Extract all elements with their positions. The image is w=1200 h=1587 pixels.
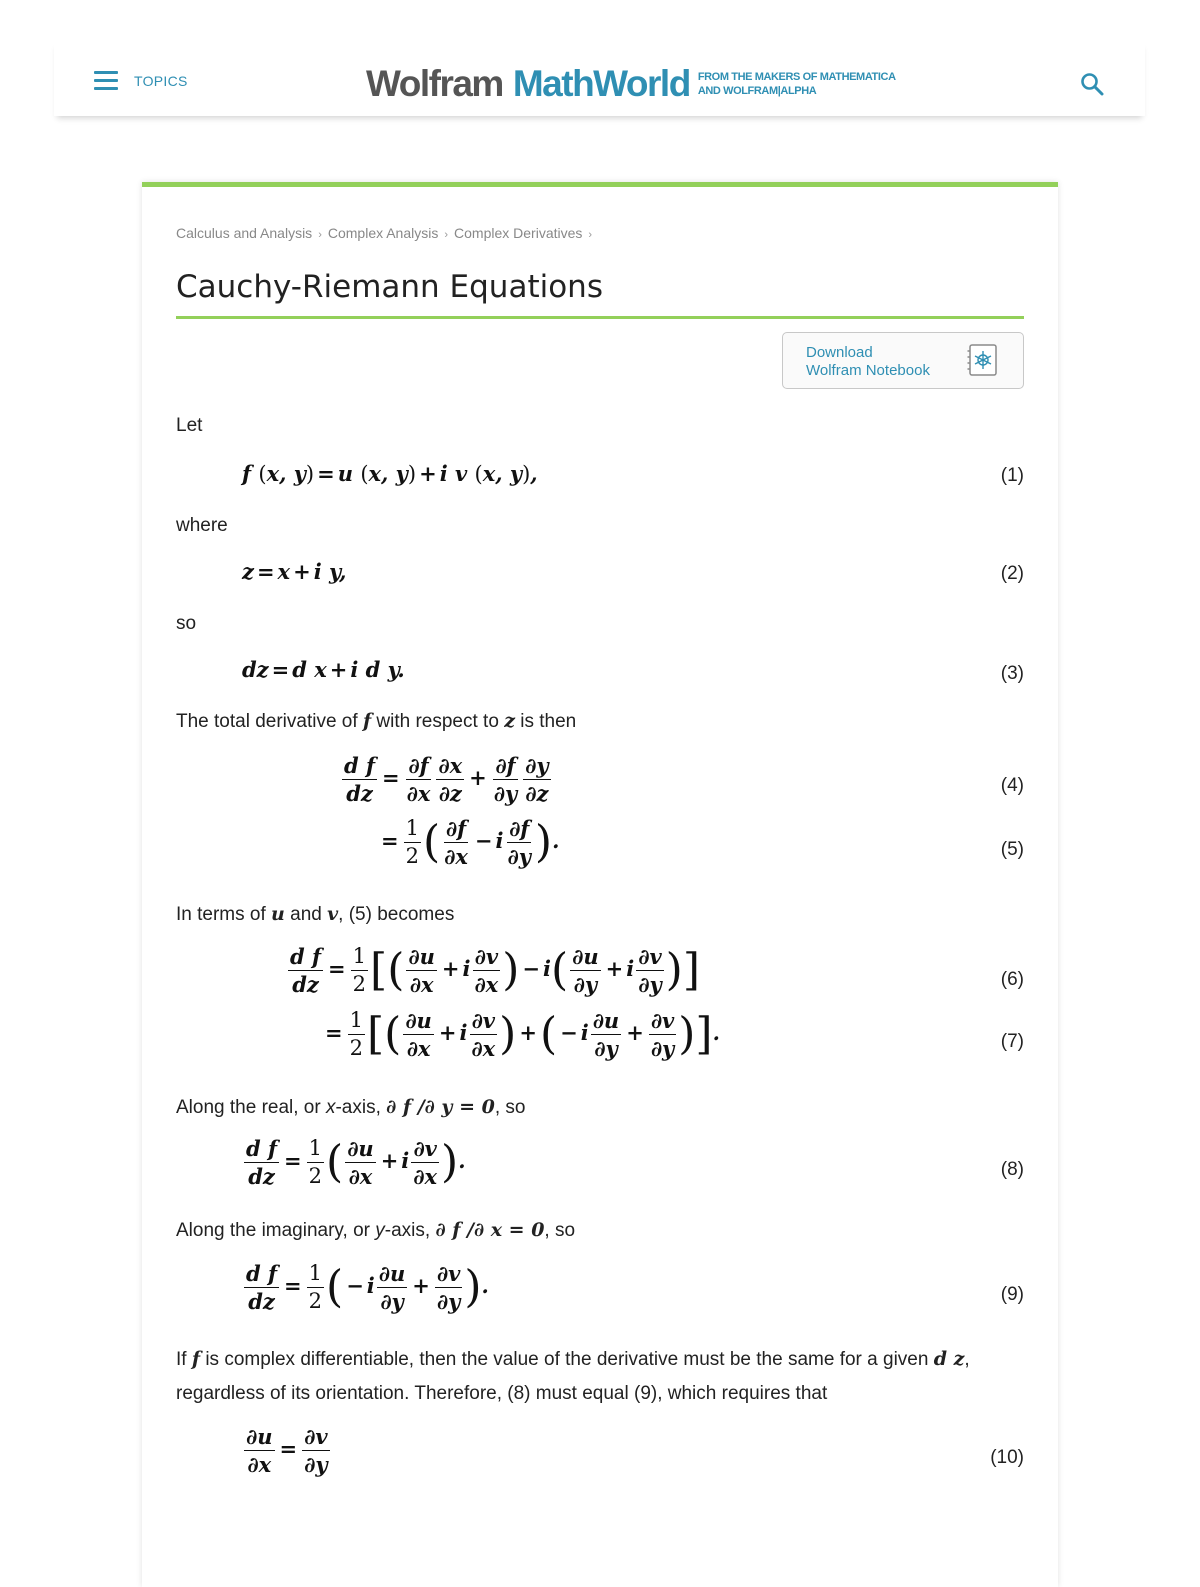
text-fragment: Along the real, or bbox=[176, 1097, 321, 1118]
equation-5: = $\frac{1}{2}$ ( $\frac{\partial f}{\partial x}$ − i $\frac{\partial f}{\partial y}$ ). bbox=[381, 816, 560, 869]
logo-mathworld-text: MathWorld bbox=[512, 63, 690, 104]
topics-menu-button[interactable] bbox=[94, 71, 188, 90]
math-inline: ∂ f /∂ y = 0 bbox=[386, 1096, 495, 1118]
site-header bbox=[54, 40, 1145, 116]
logo-tagline bbox=[698, 70, 896, 98]
text-let: Let bbox=[176, 415, 203, 436]
text-fragment: with respect to bbox=[376, 711, 499, 732]
notebook-icon bbox=[967, 343, 999, 377]
search-icon[interactable] bbox=[1080, 72, 1104, 96]
text-fragment: Along the imaginary, or bbox=[176, 1220, 370, 1241]
hamburger-icon[interactable] bbox=[94, 71, 118, 90]
logo-wolfram-text: Wolfram bbox=[366, 63, 503, 104]
equation-8: $\frac{\text{d f}}{dz}$ = $\frac{1}{2}$ ( $\frac{\partial u}{\partial x}$ + i $\frac{\partial v}{\partial x}$ ). bbox=[246, 1136, 466, 1189]
equation-number: (6) bbox=[1000, 969, 1024, 990]
equation-number: (1) bbox=[1000, 465, 1024, 486]
equation-2: z = x + i y, bbox=[242, 559, 347, 584]
equation-3: dz = d x + i d y. bbox=[242, 657, 405, 682]
title-divider bbox=[176, 316, 1024, 319]
text-complex-differentiable: If f is complex differentiable, then the value of the derivative must be the same for a given d z, regardless of its orientation. Therefore, (8) must equal (9), which requires that bbox=[176, 1348, 970, 1404]
equation-4: $\frac{\text{d f}}{dz}$ = $\frac{\partial f}{\partial x}$ $\frac{\partial x}{\partial z}$ + $\frac{\partial f}{\partial y}$ $\frac{\partial y}{\partial z}$ bbox=[344, 753, 549, 806]
text-fragment: The total derivative of bbox=[176, 711, 358, 732]
text-fragment: and bbox=[290, 904, 322, 925]
equation-number: (10) bbox=[990, 1447, 1024, 1468]
topics-label[interactable]: TOPICS bbox=[134, 72, 188, 89]
text-along-imaginary bbox=[176, 1213, 575, 1248]
text-fragment: is then bbox=[520, 711, 577, 732]
math-symbol: v bbox=[327, 903, 339, 925]
text-along-real bbox=[176, 1090, 525, 1125]
tagline-line-1: FROM THE MAKERS OF MATHEMATICA bbox=[697, 71, 896, 83]
text-fragment: regardless of its orientation. Therefore, (8) must equal (9), which requires that bbox=[176, 1383, 828, 1404]
math-symbol: u bbox=[271, 903, 285, 925]
article-card bbox=[142, 182, 1058, 1587]
site-logo[interactable] bbox=[366, 63, 896, 105]
text-fragment: , so bbox=[544, 1220, 576, 1241]
equation-number: (4) bbox=[1000, 775, 1024, 796]
page-title: Cauchy-Riemann Equations bbox=[176, 269, 603, 305]
download-label-line-1: Download bbox=[806, 344, 873, 361]
equation-7: = $\frac{1}{2}$ [( $\frac{\partial u}{\partial x}$ + i $\frac{\partial v}{\partial x}$ ) +( − i $\frac{\partial u}{\partial y}$ + $\frac{\partial v}{\partial y}$ )]. bbox=[325, 1008, 720, 1061]
text-fragment: -axis, bbox=[335, 1097, 381, 1118]
text-in-terms-of bbox=[176, 897, 454, 932]
breadcrumb-separator: › bbox=[588, 229, 593, 241]
breadcrumb-item[interactable]: Complex Derivatives bbox=[454, 225, 583, 241]
equation-number: (8) bbox=[1000, 1159, 1024, 1180]
equation-9: $\frac{\text{d f}}{dz}$ = $\frac{1}{2}$ ( − i $\frac{\partial u}{\partial y}$ + $\frac{\partial v}{\partial y}$ ). bbox=[246, 1261, 489, 1314]
equation-6: $\frac{\text{d f}}{dz}$ = $\frac{1}{2}$ [( $\frac{\partial u}{\partial x}$ + i $\frac{\partial v}{\partial x}$ ) − i( $\frac{\partial u}{\partial y}$ + i $\frac{\partial v}{\partial y}$ )] bbox=[290, 944, 700, 997]
text-fragment: y bbox=[375, 1220, 385, 1241]
breadcrumb-separator: › bbox=[444, 229, 449, 241]
math-symbol: d z bbox=[933, 1348, 965, 1370]
equation-number: (7) bbox=[1000, 1031, 1024, 1052]
equation-10: $\frac{\partial u}{\partial x}$ = $\frac{\partial v}{\partial y}$ bbox=[246, 1424, 328, 1477]
text-fragment: If bbox=[176, 1349, 187, 1370]
equation-number: (5) bbox=[1000, 839, 1024, 860]
breadcrumb-separator: › bbox=[318, 229, 322, 241]
text-fragment: x bbox=[325, 1097, 336, 1118]
text-fragment: In terms of bbox=[176, 904, 266, 925]
math-symbol: z bbox=[504, 710, 515, 732]
text-fragment: , (5) becomes bbox=[338, 904, 455, 925]
download-notebook-button[interactable] bbox=[782, 332, 1024, 389]
math-symbol: f bbox=[191, 1348, 201, 1370]
math-symbol: f bbox=[362, 710, 372, 732]
text-total-derivative bbox=[176, 704, 576, 739]
text-where: where bbox=[176, 515, 228, 536]
equation-number: (9) bbox=[1000, 1284, 1024, 1305]
breadcrumb-item[interactable]: Complex Analysis bbox=[327, 225, 439, 241]
text-fragment: -axis, bbox=[384, 1220, 431, 1241]
text-fragment: is complex differentiable, then the value of the derivative must be the same for a given bbox=[205, 1349, 929, 1370]
download-label bbox=[806, 344, 930, 380]
tagline-line-2: AND WOLFRAM|ALPHA bbox=[697, 85, 817, 97]
breadcrumb-item[interactable]: Calculus and Analysis bbox=[176, 225, 313, 241]
equation-number: (2) bbox=[1000, 563, 1024, 584]
download-label-line-2: Wolfram Notebook bbox=[806, 362, 930, 379]
equation-number: (3) bbox=[1000, 663, 1024, 684]
math-inline: ∂ f /∂ x = 0 bbox=[435, 1219, 545, 1241]
text-fragment: , so bbox=[494, 1097, 526, 1118]
breadcrumb bbox=[176, 225, 598, 241]
equation-1: f (x, y) = u (x, y) + i v (x, y), bbox=[242, 461, 538, 486]
text-so: so bbox=[176, 613, 197, 634]
